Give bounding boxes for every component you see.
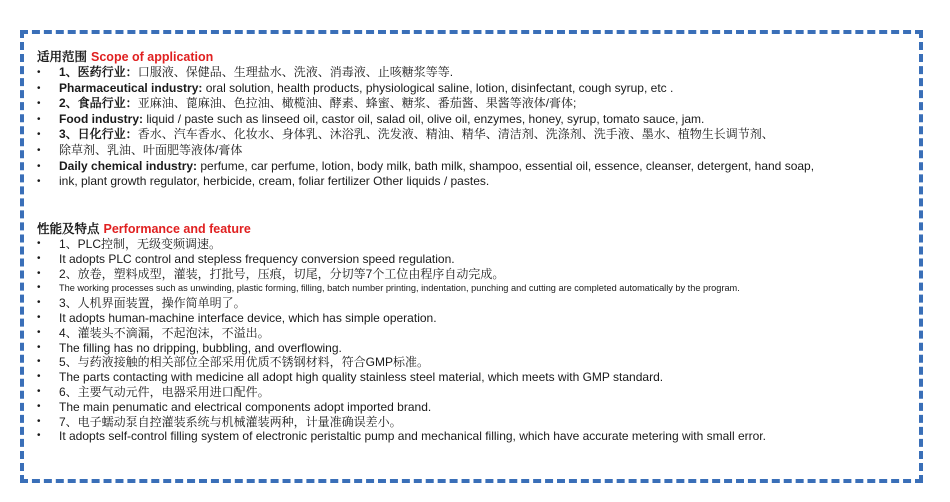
list-item	[37, 143, 927, 159]
scope-list	[37, 65, 927, 190]
item-text: It adopts human-machine interface device, which has simple operation.	[59, 310, 437, 325]
list-item	[37, 252, 927, 267]
bullet: •	[37, 356, 41, 368]
item-text: 5、与药液接触的相关部位全部采用优质不锈钢材料，符合GMP标准。	[59, 355, 430, 370]
bullet: •	[37, 144, 41, 156]
bullet: •	[37, 238, 41, 249]
item-text: liquid / paste such as linseed oil, castor oil, salad oil, olive oil, enzymes, honey, syrup, tomato sauce, jam.	[143, 111, 705, 126]
item-text: 4、灌装头不滴漏，不起泡沫，不溢出。	[59, 325, 270, 340]
bullet: •	[37, 129, 41, 141]
bullet: •	[37, 326, 41, 338]
list-item	[37, 65, 927, 81]
item-text: 香水、汽车香水、化妆水、身体乳、沐浴乳、洗发液、精油、精华、清洁剂、洗涤剂、洗手液、墨水、植物生长调节剂、	[137, 127, 774, 142]
list-item	[37, 81, 927, 97]
list-item	[37, 415, 927, 430]
item-label: 1、医药行业：	[59, 65, 138, 79]
list-item	[37, 127, 927, 143]
scope-heading-en: Scope of application	[91, 50, 214, 64]
bullet: •	[37, 113, 41, 125]
bullet: •	[37, 371, 41, 383]
bullet: •	[37, 252, 41, 264]
bullet: •	[37, 267, 41, 279]
bullet: •	[37, 67, 41, 78]
item-text: 口服液、保健品、生理盐水、洗液、消毒液、止咳糖浆等等.	[137, 65, 454, 79]
bullet: •	[37, 82, 41, 94]
list-item	[37, 311, 927, 326]
item-text: 3、人机界面装置，操作简单明了。	[59, 296, 246, 311]
scope-heading	[37, 50, 927, 65]
bullet: •	[37, 176, 41, 188]
item-label: Food industry:	[59, 111, 143, 126]
bullet: •	[37, 297, 41, 309]
list-item	[37, 400, 927, 415]
item-text: It adopts self-control filling system of electronic peristaltic pump and mechanical filling, which have accurate metering with small error.	[59, 429, 766, 444]
list-item	[37, 429, 927, 444]
item-text: ink, plant growth regulator, herbicide, cream, foliar fertilizer Other liquids / pastes.	[59, 174, 490, 189]
bullet: •	[37, 98, 41, 110]
performance-list	[37, 237, 927, 444]
item-text: oral solution, health products, physiological saline, lotion, disinfectant, cough syrup, etc .	[202, 80, 674, 95]
scope-heading-cn: 适用范围	[37, 50, 88, 64]
list-item	[37, 385, 927, 400]
item-text: The filling has no dripping, bubbling, and overflowing.	[59, 340, 342, 355]
item-text: 6、主要气动元件，电器采用进口配件。	[59, 384, 270, 399]
bullet: •	[37, 341, 41, 353]
performance-section	[37, 222, 927, 444]
bullet: •	[37, 400, 41, 412]
performance-heading	[37, 222, 927, 237]
list-item	[37, 355, 927, 370]
item-text: 除草剂、乳油、叶面肥等液体/膏体	[59, 142, 243, 157]
bullet: •	[37, 415, 41, 427]
item-text: The main penumatic and electrical components adopt imported brand.	[59, 399, 432, 414]
list-item	[37, 296, 927, 311]
list-item	[37, 112, 927, 128]
list-item	[37, 281, 927, 296]
performance-heading-cn: 性能及特点	[37, 222, 100, 236]
item-label: Daily chemical industry:	[59, 158, 198, 173]
item-text: 2、放卷，塑料成型，灌装，打批号，压痕，切尾，分切等7个工位由程序自动完成。	[59, 266, 505, 281]
bullet: •	[37, 160, 41, 172]
item-label: 3、日化行业：	[59, 127, 138, 142]
list-item	[37, 326, 927, 341]
item-label: Pharmaceutical industry:	[59, 80, 203, 95]
list-item	[37, 370, 927, 385]
bullet: •	[37, 282, 41, 294]
list-item	[37, 174, 927, 190]
bullet: •	[37, 385, 41, 397]
item-text: perfume, car perfume, lotion, body milk, bath milk, shampoo, essential oil, essence, cleanser, detergent, hand soap,	[197, 158, 815, 173]
bullet: •	[37, 430, 41, 442]
scope-section	[37, 50, 927, 190]
performance-heading-en: Performance and feature	[103, 222, 251, 236]
item-text: 1、PLC控制，无级变频调速。	[59, 237, 222, 251]
item-text: It adopts PLC control and stepless frequency conversion speed regulation.	[59, 251, 455, 266]
item-text: 亚麻油、蓖麻油、色拉油、橄榄油、酵素、蜂蜜、糖浆、番茄酱、果酱等液体/膏体;	[137, 96, 577, 111]
bullet: •	[37, 311, 41, 323]
list-item	[37, 159, 927, 175]
list-item	[37, 267, 927, 282]
item-text: 7、电子蠕动泵自控灌装系统与机械灌装两种，计量准确误差小。	[59, 414, 402, 429]
item-label: 2、食品行业：	[59, 96, 138, 111]
list-item	[37, 341, 927, 356]
list-item	[37, 96, 927, 112]
item-text: The working processes such as unwinding, plastic forming, filling, batch number printing, indentation, punching and cutting are completed automatically by the program.	[59, 283, 740, 294]
item-text: The parts contacting with medicine all adopt high quality stainless steel material, which meets with GMP standard.	[59, 370, 664, 385]
list-item	[37, 237, 927, 252]
